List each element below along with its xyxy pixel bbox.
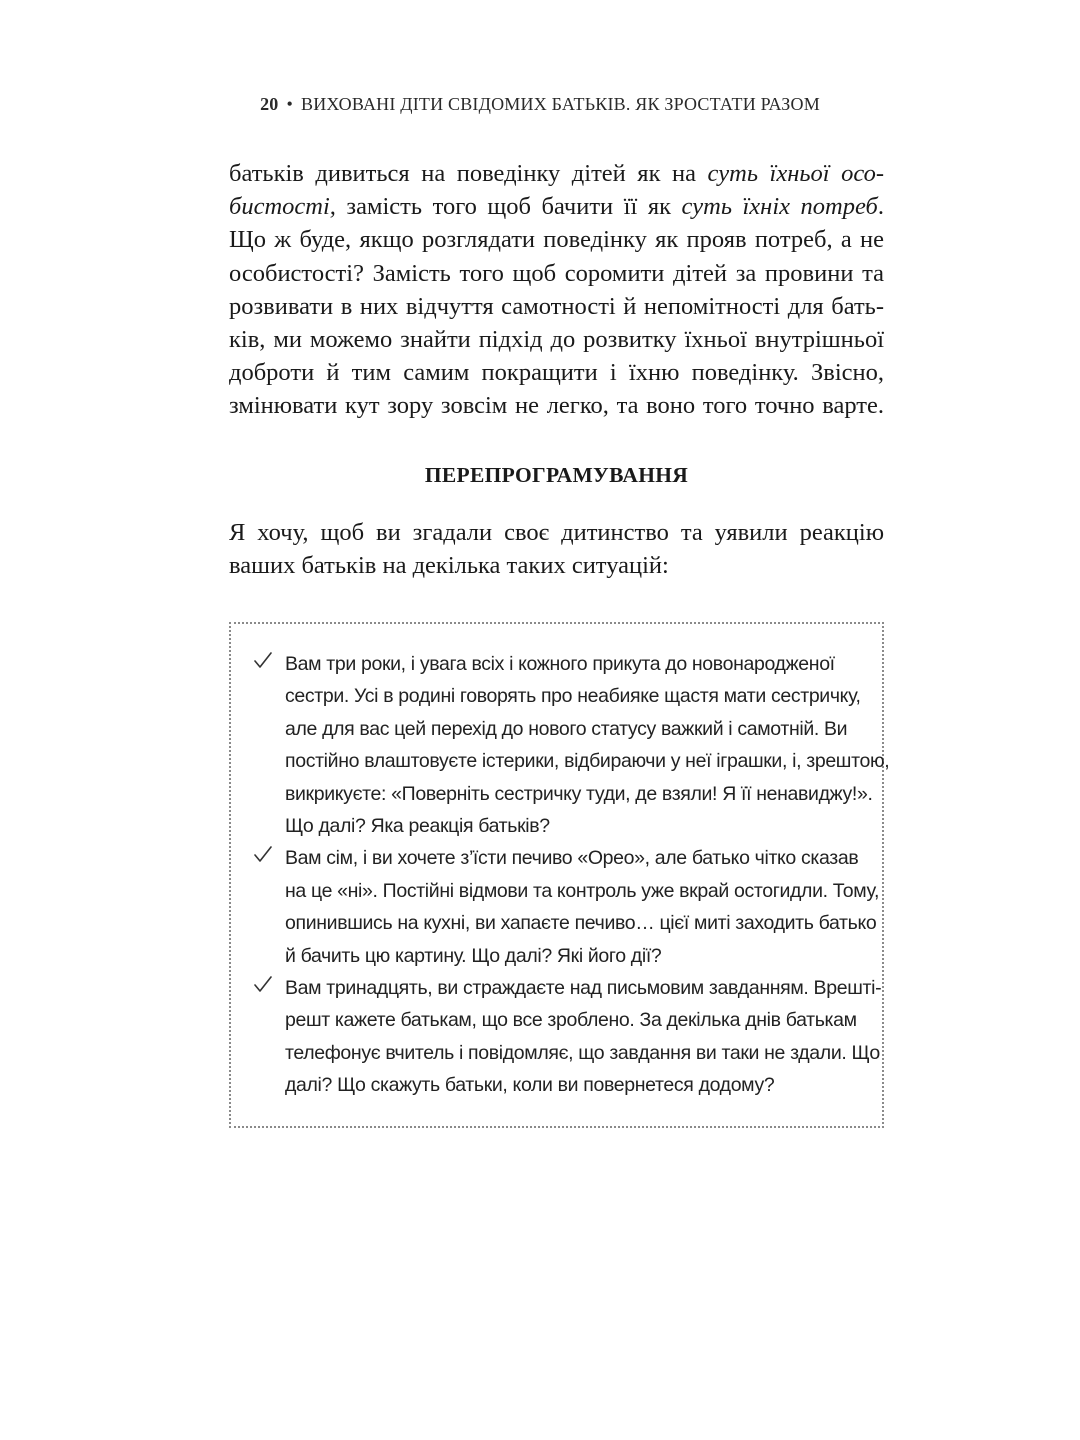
list-line: Вам три роки, і увага всіх і кожного прикута до новонародженої [285,653,835,675]
situations-checklist [253,648,890,1101]
checkmark-icon [253,972,277,1004]
paragraph-line: особистості? Замість того щоб соромити дітей за провини та [229,259,884,287]
list-line: Вам сім, і ви хочете з’їсти печиво «Орео», але батько чітко сказав [285,847,859,870]
text-run: батьків дивиться на поведінку дітей як на [229,160,708,187]
book-title: ВИХОВАНІ ДІТИ СВІДОМИХ БАТЬКІВ. ЯК ЗРОСТАТИ РАЗОМ [300,94,820,114]
list-line: постійно влаштовуєте істерики, відбираючи у неї іграшки, і, зрештою, [285,750,890,773]
body-paragraph-2 [229,516,884,582]
paragraph-line [229,190,884,223]
list-line: Що далі? Яка реакція батьків? [285,814,550,837]
list-line: опинившись на кухні, ви хапаєте печиво… цієї миті заходить батько [285,912,877,935]
checkmark-icon [253,842,277,874]
list-item [253,842,880,972]
list-item [253,972,882,1102]
body-paragraph-1 [229,157,884,423]
italic-run: суть їхніх потреб [681,193,878,221]
paragraph-line: доброти й тим самим покращити і їхню поведінку. Звісно, [229,359,884,387]
list-line: але для вас цей перехід до нового статусу важкий і самотній. Ви [285,717,848,740]
list-item [253,648,890,842]
list-line: Вам тринадцять, ви страждаєте над письмовим завданням. Врешті- [285,976,882,999]
running-header [0,94,1080,115]
text-run: . [877,193,884,221]
page-number: 20 [260,94,279,114]
list-line: телефонує вчитель і повідомляє, що завдання ви таки не здали. Що [285,1041,880,1064]
list-line: решт кажете батькам, що все зроблено. За декілька днів батькам [285,1009,857,1032]
list-line: на це «ні». Постійні відмови та контроль уже вкрай остогидли. Тому, [285,879,880,902]
paragraph-line: ків, ми можемо знайти підхід до розвитку їхньої внутрішньої [229,325,884,353]
paragraph-line [229,157,884,190]
paragraph-line: Я хочу, щоб ви згадали своє дитинство та уявили реакцію [229,519,884,546]
list-line: далі? Що скажуть батьки, коли ви повернетеся додому? [285,1074,775,1097]
paragraph-line: змінювати кут зору зовсім не легко, та воно того точно варте. [229,392,884,420]
text-run: замість того щоб бачити її як [335,193,682,221]
section-heading: ПЕРЕПРОГРАМУВАННЯ [424,463,689,487]
checkmark-icon [253,648,277,680]
italic-run: суть їхньої осо- [707,160,885,187]
list-line: викрикуєте: «Поверніть сестричку туди, де взяли! Я її ненавиджу!». [285,782,873,805]
paragraph-line: розвивати в них відчуття самотності й непомітності для бать- [229,292,884,320]
paragraph-line: Що ж буде, якщо розглядати поведінку як прояв потреб, а не [229,226,884,254]
paragraph-line: ваших батьків на декілька таких ситуацій: [229,552,669,580]
header-separator: • [286,94,293,114]
list-line: й бачить цю картину. Що далі? Які його дії? [285,944,662,967]
italic-run: бистості, [229,193,336,221]
list-line: сестри. Усі в родині говорять про неабияке щастя мати сестричку, [285,685,861,708]
